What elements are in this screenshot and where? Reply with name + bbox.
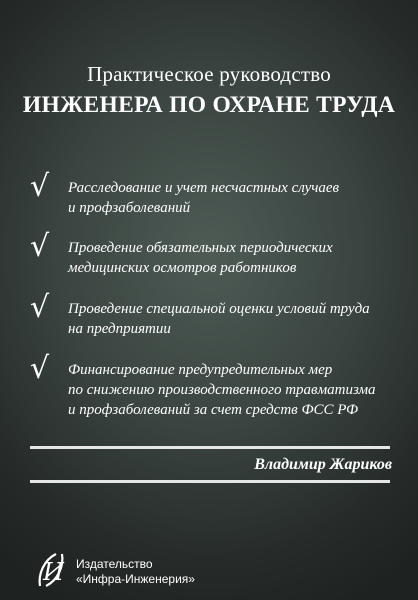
title-heading: ИНЖЕНЕРА ПО ОХРАНЕ ТРУДА <box>22 92 396 118</box>
top-divider <box>30 446 390 449</box>
publisher-logo-icon <box>32 550 68 590</box>
title-subheading: Практическое руководство <box>87 62 331 86</box>
checkmark-icon: √ <box>30 290 50 325</box>
checkmark-icon: √ <box>30 169 50 204</box>
svg-text:И: И <box>43 558 64 586</box>
bottom-divider <box>30 480 390 483</box>
list-item-text: Финансирование предупредительных мер по снижению производственного травматизма и профзаболеваний за счет средств ФСС РФ <box>68 362 376 418</box>
list-item-text: Расследование и учет несчастных случаев и профзаболеваний <box>68 180 340 216</box>
publisher-name: Издательство «Инфра-Инженерия» <box>76 557 195 586</box>
list-item-text: Проведение обязательных периодических медицинских осмотров работников <box>68 240 333 276</box>
checkmark-icon: √ <box>30 229 50 264</box>
author-name: Владимир Жариков <box>254 456 392 473</box>
list-item-text: Проведение специальной оценки условий труда на предприятии <box>68 301 370 337</box>
checkmark-icon: √ <box>30 351 50 386</box>
